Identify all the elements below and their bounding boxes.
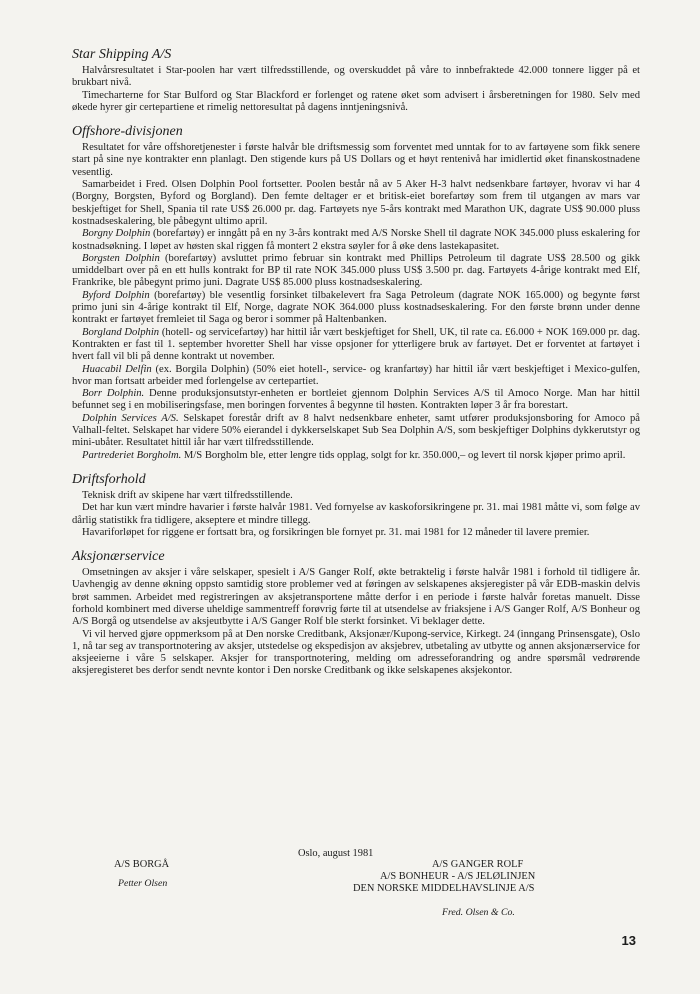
paragraph	[72, 388, 640, 413]
paragraph-text: Denne produksjonsutstyr-enheten er bortleiet gjennom Dolphin Services A/S til Amoco Norge. Man har hittil befunnet seg i en mobiliseringsfase, men boringen forventes å begynne til høsten. Kontrakten løper 3 år fra borestart.	[72, 388, 640, 412]
left-company: A/S BORGÅ	[114, 859, 170, 870]
paragraph-lead: Partrederiet Borgholm.	[82, 449, 182, 461]
right-company-1: A/S GANGER ROLF	[432, 859, 524, 870]
paragraph	[72, 90, 640, 115]
paragraph	[72, 179, 640, 228]
paragraph-lead: Borgny Dolphin	[82, 228, 151, 240]
paragraph-text: Teknisk drift av skipene har vært tilfredsstillende.	[82, 489, 293, 501]
paragraph-text: (ex. Borgila Dolphin) (50% eiet hotell-, service- og kranfartøy) har hittil iår vært beskjeftiget i Mexico-gulfen, hvor man fortsatt arbeider med forlengelse av certepartiet.	[72, 363, 640, 387]
section	[72, 548, 640, 678]
paragraph-lead: Borgland Dolphin	[82, 326, 160, 338]
right-company-2: A/S BONHEUR - A/S JELØLINJEN	[380, 871, 536, 882]
document-body	[72, 46, 640, 678]
paragraph-text: M/S Borgholm ble, etter lengre tids opplag, solgt for kr. 350.000,– og levert til norsk kjøper primo april.	[181, 449, 626, 461]
section	[72, 471, 640, 539]
paragraph-text: (borefartøy) avsluttet primo februar sin kontrakt med Phillips Petroleum til dagrate US$ 28.500 og gikk umiddelbart over på en ett hulls kontrakt for BP til rate NOK 345.000 pluss US$ 3.500 pr. dag. Fartøyets 4-årige kontrakt med Elf, Frankrike, ble påbegynt primo juni. Dagrate US$ 85.000 pluss kostnadseskalering.	[72, 252, 640, 289]
left-signature: Petter Olsen	[118, 878, 168, 889]
right-signature: Fred. Olsen & Co.	[442, 907, 515, 918]
paragraph-text: Omsetningen av aksjer i våre selskaper, spesielt i A/S Ganger Rolf, økte betraktelig i første halvår 1981 i forhold til tidligere år. Uavhengig av denne økning oppsto samtidig store problemer ved at føringen av selskapenes aksjeregister på vår EDB-maskin delvis brøt sammen. Arbeidet med registreringen av aksjetransportene måtte derfor i en periode i første halvår foretas manuelt. Disse forhold kombinert med diverse uheldige sammentreff forøvrig førte til at utsendelse av friaksjene i A/S Ganger Rolf, A/S Bonheur og A/S Borgå og utsendelse av aksjeutbytte i A/S Ganger Rolf ble sterkt forsinket. Vi beklager dette.	[72, 567, 640, 628]
section-heading: Aksjonærservice	[72, 549, 165, 565]
paragraph	[72, 629, 640, 678]
section	[72, 123, 640, 462]
paragraph	[72, 65, 640, 90]
place-date: Oslo, august 1981	[298, 848, 374, 859]
paragraph	[72, 527, 640, 539]
section-heading: Driftsforhold	[72, 471, 146, 487]
signature-footer	[0, 848, 700, 928]
paragraph	[72, 290, 640, 327]
paragraph-text: (borefartøy) ble vesentlig forsinket tilbakelevert fra Saga Petroleum (dagrate NOK 165.000) og begynte først primo juni sin 4-årige kontrakt til Elf, Norge, dagrate NOK 364.000 pluss kostnadseskalering. For den første brønn under denne kontrakt er fartøyet fremleiet til Saga og beror i sommer på Haltenbanken.	[72, 289, 641, 326]
paragraph-text: Halvårsresultatet i Star-poolen har vært tilfredsstillende, og overskuddet på våre to innbefraktede 42.000 tonnere ligger på et brukbart nivå.	[72, 65, 640, 89]
paragraph-lead: Dolphin Services A/S.	[82, 412, 179, 424]
right-company-3: DEN NORSKE MIDDELHAVSLINJE A/S	[353, 883, 535, 894]
paragraph-lead: Borgsten Dolphin	[82, 252, 160, 264]
paragraph	[72, 253, 640, 290]
paragraph-lead: Huacabil Delfin	[82, 363, 152, 375]
paragraph	[72, 450, 640, 462]
paragraph-text: (borefartøy) er inngått på en ny 3-års kontrakt med A/S Norske Shell til dagrate NOK 345.000 pluss eskalering for kostnadsøkning. I løpet av høsten skal riggen få montert 2 ekstra søyler for å øke dens lastekapasitet.	[72, 228, 640, 252]
paragraph-text: (hotell- og servicefartøy) har hittil iår vært beskjeftiget for Shell, UK, til rate ca. £6.000 + NOK 169.000 pr. dag. Kontrakten er fast til 1. september hvoretter Shell har visse opsjoner for ytterligere bruk av fartøyet. Det er forventet at fartøyet i hvert fall vil bli på denne kontrakt ut november.	[72, 326, 640, 363]
paragraph-text: Timecharterne for Star Bulford og Star Blackford er forlenget og ratene øket som advisert i årsberetningen for 1980. Selv med økede hyrer gir certepartiene et rimelig nettoresultat på dagens inntjeningsnivå.	[72, 89, 640, 113]
paragraph-text: Selskapet forestår drift av 8 halvt nedsenkbare enheter, samt utfører produksjonsboring for Amoco på Valhall-feltet. Selskapet har videre 50% eierandel i dykkerselskapet Sub Sea Dolphin A/S, som beskjeftiger Dolphins dykkerutstyr og mini-ubåter. Resultatet hittil iår har vært tilfredsstillende.	[72, 412, 641, 449]
paragraph-text: Resultatet for våre offshoretjenester i første halvår ble driftsmessig som forventet med unntak for to av fartøyene som fikk senere start på sine nye kontrakter enn planlagt. Den stigende kurs på US Dollars og et høyt rentenivå har imidlertid øket finanskostnadene vesentlig.	[72, 142, 640, 178]
paragraph	[72, 228, 640, 253]
paragraph	[72, 142, 640, 179]
paragraph-lead: Borr Dolphin.	[82, 388, 145, 400]
paragraph-text: Vi vil herved gjøre oppmerksom på at Den norske Creditbank, Aksjonær/Kupong-service, Kirkegt. 24 (inngang Prinsensgate), Oslo 1, nå tar seg av transportnotering av aksjer, utstedelse og ekspedisjon av aksjebrev, utbetaling av utbytte og annen aksjonærservice for aksjeeierne i våre 5 selskaper. Aksjer for transportnotering, melding om adresseforandring og andre spørsmål vedrørende aksjeregisteret bes derfor sendt nevnte kontor i Den norske Creditbank og ikke selskapenes aksjekontor.	[72, 628, 640, 677]
paragraph	[72, 327, 640, 364]
paragraph-text: Det har kun vært mindre havarier i første halvår 1981. Ved fornyelse av kaskoforsikringene pr. 31. mai 1981 måtte vi, som følge av dårlig statistikk fra tidligere, akseptere et mindre tillegg.	[72, 502, 640, 526]
section-heading: Star Shipping A/S	[72, 47, 172, 62]
paragraph	[72, 502, 640, 527]
paragraph	[72, 413, 640, 450]
paragraph-lead: Byford Dolphin	[82, 289, 150, 301]
paragraph-text: Havariforløpet for riggene er fortsatt bra, og forsikringen ble fornyet pr. 31. mai 1981 for 12 måneder til lavere premier.	[82, 526, 590, 538]
paragraph-text: Samarbeidet i Fred. Olsen Dolphin Pool fortsetter. Poolen består nå av 5 Aker H-3 halvt nedsenkbare fartøyer, hvorav vi har 4 (Borgny, Borgsten, Byford og Borgland). Den femte deltager er et britisk-eiet borefartøy som frem til utgangen av mars var beskjeftiget for Shell, Spania til rate US$ 26.000 pr. dag. Fartøyets nye 5-års kontrakt med Marathon UK, dagrate US$ 90.000 pluss kostnadseskalering, ble påbegynt ultimo april.	[72, 179, 640, 227]
paragraph	[72, 364, 640, 389]
section	[72, 46, 640, 114]
paragraph	[72, 567, 640, 628]
page-number: 13	[621, 933, 636, 948]
paragraph	[72, 490, 640, 502]
section-heading: Offshore-divisjonen	[72, 124, 183, 140]
